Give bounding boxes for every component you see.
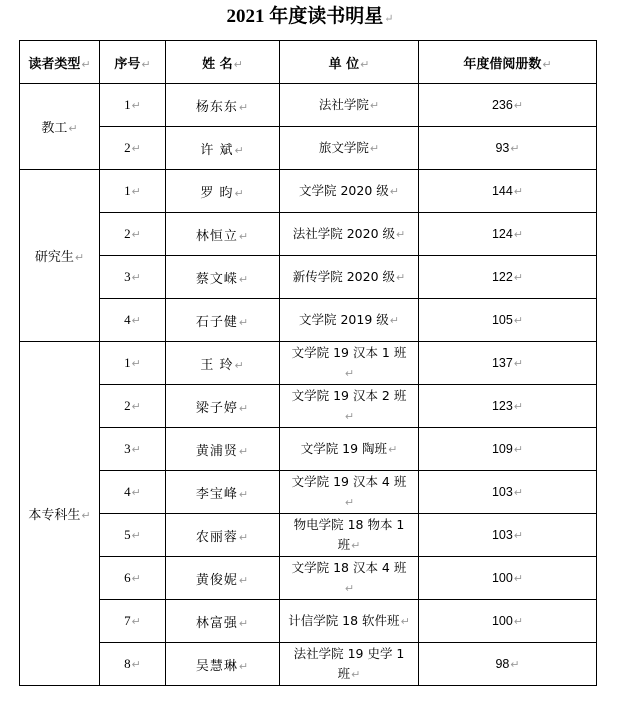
name-cell: 李宝峰↵ [166,471,280,514]
name-cell: 许 斌↵ [166,127,280,170]
table-row [20,600,597,643]
unit-cell: 旅文学院↵ [280,127,419,170]
unit-cell: 文学院 19 汉本 2 班↵ [280,385,419,428]
count-cell: 122↵ [419,256,597,299]
unit-cell: 文学院 19 汉本 1 班↵ [280,342,419,385]
seq-cell: 1↵ [100,342,166,385]
document-title [0,4,620,30]
seq-cell: 5↵ [100,514,166,557]
name-cell: 梁子婷↵ [166,385,280,428]
unit-cell: 法社学院↵ [280,84,419,127]
name-cell: 林富强↵ [166,600,280,643]
count-cell: 100↵ [419,600,597,643]
unit-cell: 新传学院 2020 级↵ [280,256,419,299]
header-name: 姓 名↵ [166,41,280,84]
name-cell: 石子健↵ [166,299,280,342]
unit-cell: 文学院 18 汉本 4 班↵ [280,557,419,600]
table-row [20,84,597,127]
table-header-row [20,41,597,84]
count-cell: 98↵ [419,643,597,686]
count-cell: 103↵ [419,514,597,557]
name-cell: 农丽蓉↵ [166,514,280,557]
name-cell: 罗 昀↵ [166,170,280,213]
unit-cell: 文学院 2019 级↵ [280,299,419,342]
seq-cell: 1↵ [100,84,166,127]
count-cell: 109↵ [419,428,597,471]
reader-type-cell: 教工↵ [20,84,100,170]
unit-cell: 文学院 19 汉本 4 班↵ [280,471,419,514]
table-row [20,557,597,600]
seq-cell: 2↵ [100,385,166,428]
header-seq: 序号↵ [100,41,166,84]
seq-cell: 6↵ [100,557,166,600]
seq-cell: 4↵ [100,471,166,514]
reader-type-cell: 研究生↵ [20,170,100,342]
table-row [20,342,597,385]
seq-cell: 2↵ [100,127,166,170]
paragraph-mark-icon: ↵ [384,13,394,25]
unit-cell: 文学院 2020 级↵ [280,170,419,213]
unit-cell: 物电学院 18 物本 1 班↵ [280,514,419,557]
seq-cell: 1↵ [100,170,166,213]
unit-cell: 文学院 19 陶班↵ [280,428,419,471]
name-cell: 吴慧琳↵ [166,643,280,686]
count-cell: 144↵ [419,170,597,213]
name-cell: 林恒立↵ [166,213,280,256]
name-cell: 杨东东↵ [166,84,280,127]
table-row [20,213,597,256]
reader-type-cell: 本专科生↵ [20,342,100,686]
reading-stars-table [19,40,597,686]
table-row [20,643,597,686]
unit-cell: 法社学院 19 史学 1 班↵ [280,643,419,686]
count-cell: 105↵ [419,299,597,342]
count-cell: 103↵ [419,471,597,514]
table-row [20,299,597,342]
count-cell: 124↵ [419,213,597,256]
unit-cell: 法社学院 2020 级↵ [280,213,419,256]
seq-cell: 3↵ [100,428,166,471]
seq-cell: 4↵ [100,299,166,342]
count-cell: 100↵ [419,557,597,600]
header-unit: 单 位↵ [280,41,419,84]
title-text: 2021 年度读书明星 [226,6,384,27]
table-row [20,428,597,471]
table-row [20,256,597,299]
count-cell: 123↵ [419,385,597,428]
name-cell: 蔡文嵘↵ [166,256,280,299]
seq-cell: 8↵ [100,643,166,686]
name-cell: 黄俊妮↵ [166,557,280,600]
seq-cell: 2↵ [100,213,166,256]
table-row [20,385,597,428]
count-cell: 93↵ [419,127,597,170]
table-row [20,127,597,170]
table-body [20,84,597,686]
seq-cell: 3↵ [100,256,166,299]
table-row [20,170,597,213]
name-cell: 王 玲↵ [166,342,280,385]
unit-cell: 计信学院 18 软件班↵ [280,600,419,643]
count-cell: 137↵ [419,342,597,385]
name-cell: 黄浦贤↵ [166,428,280,471]
table-row [20,514,597,557]
table-row [20,471,597,514]
header-count: 年度借阅册数↵ [419,41,597,84]
header-reader-type: 读者类型↵ [20,41,100,84]
count-cell: 236↵ [419,84,597,127]
seq-cell: 7↵ [100,600,166,643]
